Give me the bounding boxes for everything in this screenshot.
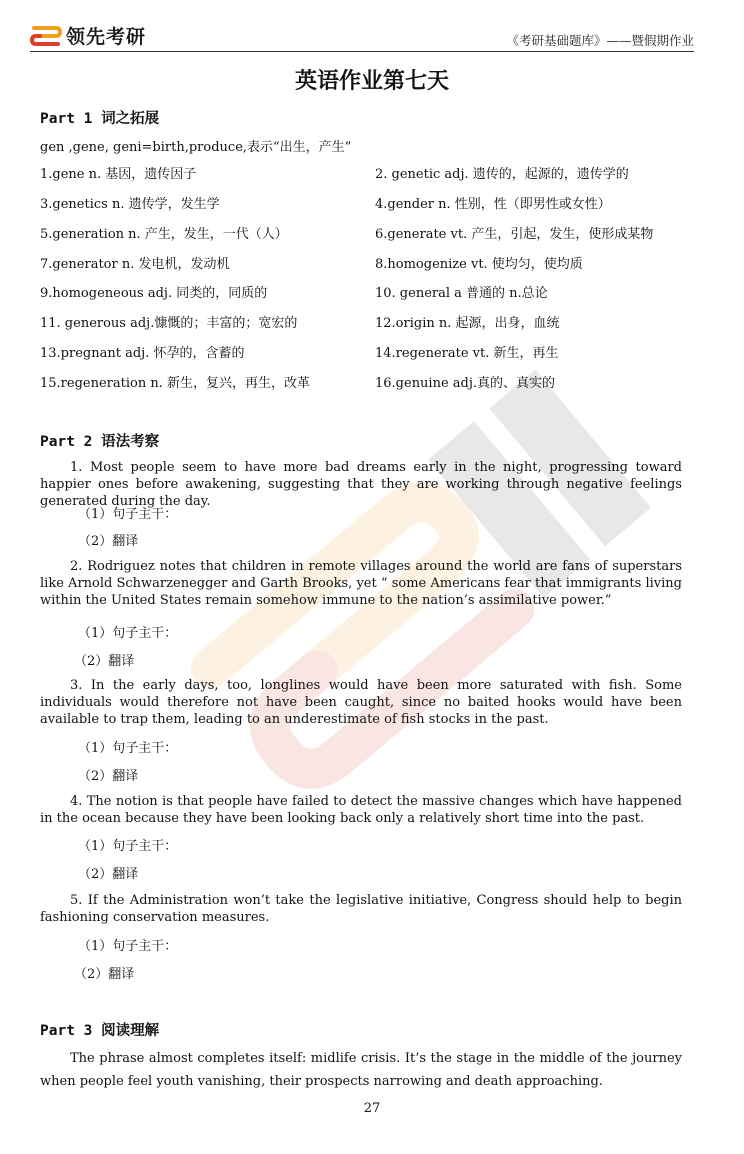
vocab-item: 6.generate vt. 产生，引起，发生，使形成某物 <box>375 227 654 242</box>
vocab-item: 2. genetic adj. 遗传的，起源的，遗传学的 <box>375 167 629 182</box>
part1-heading: Part 1 词之拓展 <box>40 111 160 127</box>
header-subtitle: 《考研基础题库》——暨假期作业 <box>506 33 694 48</box>
answer-label-stem: （1）句子主干： <box>78 839 178 854</box>
part2-heading: Part 2 语法考察 <box>40 434 160 450</box>
answer-label-translation: （2）翻译 <box>78 867 139 882</box>
vocab-item: 4.gender n. 性别，性（即男性或女性） <box>375 197 611 212</box>
answer-label-translation: （2）翻译 <box>74 654 135 669</box>
answer-label-stem: （1）句子主干： <box>78 626 178 641</box>
vocab-item: 11. generous adj.慷慨的；丰富的；宽宏的 <box>40 316 298 331</box>
vocab-item: 3.genetics n. 遗传学，发生学 <box>40 197 220 212</box>
vocab-item: 16.genuine adj.真的、真实的 <box>375 376 556 391</box>
grammar-question-2: 2. Rodriguez notes that children in remote villages around the world are fans of superstars like Arnold Schwarzenegger and Garth Brooks, yet “ some Americans fear that immigrants living within the United States remain somehow immune to the nation’s assimilative power.” <box>40 559 682 608</box>
page-number: 27 <box>363 1101 381 1116</box>
logo-text: 领先考研 <box>66 26 147 48</box>
part1-intro: gen ,gene, geni=birth,produce,表示“出生，产生” <box>40 140 352 155</box>
logo-icon <box>30 24 62 48</box>
vocab-item: 10. general a 普通的 n.总论 <box>375 286 548 301</box>
answer-label-stem: （1）句子主干： <box>78 939 178 954</box>
vocab-item: 15.regeneration n. 新生，复兴，再生，改革 <box>40 376 310 391</box>
answer-label-stem: （1）句子主干： <box>78 507 178 522</box>
page-header <box>30 22 694 52</box>
answer-label-stem: （1）句子主干： <box>78 741 178 756</box>
grammar-question-4: 4. The notion is that people have failed to detect the massive changes which have happened in the ocean because they have been looking back only a relatively short time into the past. <box>40 794 682 826</box>
page-title: 英语作业第七天 <box>294 69 449 94</box>
vocab-item: 7.generator n. 发电机，发动机 <box>40 257 230 272</box>
reading-passage: The phrase almost completes itself: midlife crisis. It’s the stage in the middle of the journey when people feel youth vanishing, their prospects narrowing and death approaching. <box>40 1051 682 1089</box>
part3-heading: Part 3 阅读理解 <box>40 1023 160 1039</box>
grammar-question-1: 1. Most people seem to have more bad dreams early in the night, progressing toward happier ones before awakening, suggesting that they are working through negative feelings generated during the day. <box>40 460 682 509</box>
vocab-item: 12.origin n. 起源，出身，血统 <box>375 316 560 331</box>
vocab-item: 8.homogenize vt. 使均匀，使均质 <box>375 257 583 272</box>
answer-label-translation: （2）翻译 <box>78 534 139 549</box>
grammar-question-5: 5. If the Administration won’t take the legislative initiative, Congress should help to begin fashioning conservation measures. <box>40 893 682 925</box>
logo <box>30 22 146 49</box>
vocab-item: 13.pregnant adj. 怀孕的，含蓄的 <box>40 346 245 361</box>
vocab-item: 9.homogeneous adj. 同类的，同质的 <box>40 286 268 301</box>
vocab-item: 5.generation n. 产生，发生，一代（人） <box>40 227 288 242</box>
grammar-question-3: 3. In the early days, too, longlines would have been more saturated with fish. Some individuals would therefore not have been caught, since no baited hooks would have been available to trap them, leading to an underestimate of fish stocks in the past. <box>40 678 682 727</box>
vocab-item: 1.gene n. 基因，遗传因子 <box>40 167 197 182</box>
answer-label-translation: （2）翻译 <box>74 967 135 982</box>
answer-label-translation: （2）翻译 <box>78 769 139 784</box>
vocab-item: 14.regenerate vt. 新生，再生 <box>375 346 559 361</box>
